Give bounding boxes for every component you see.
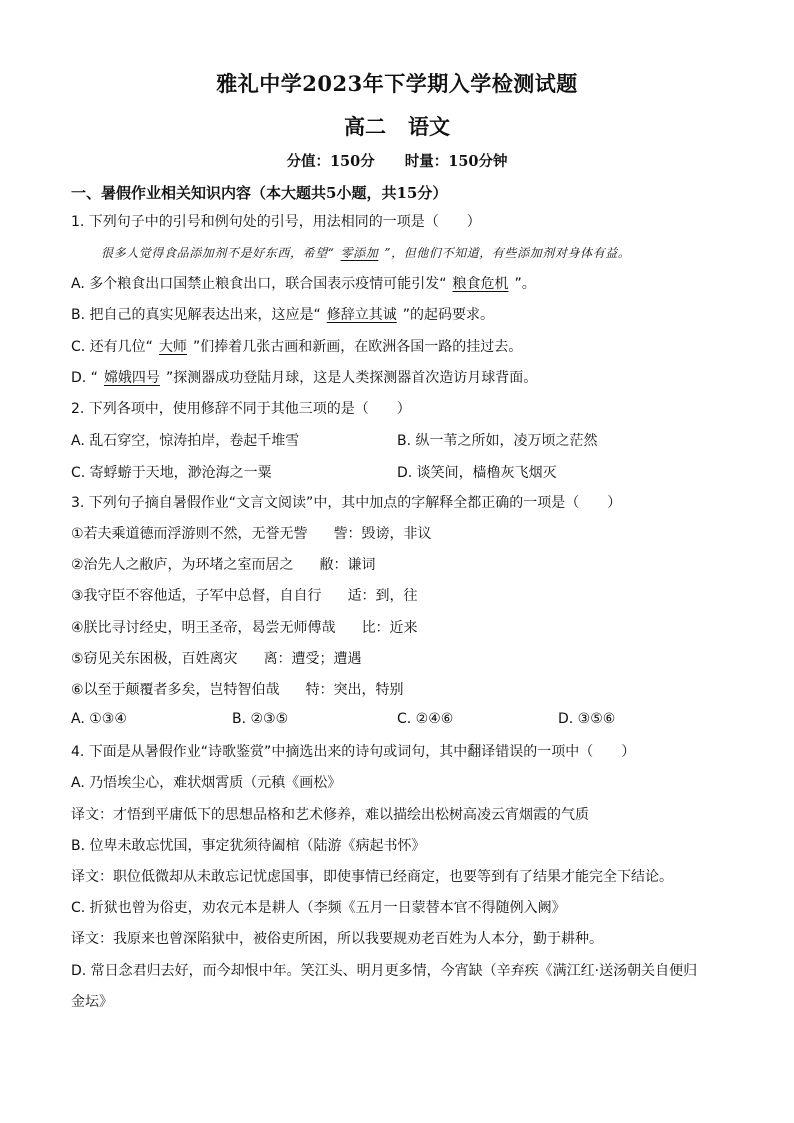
question-3-item: ④朕比寻讨经史，明王圣帝，曷尝无师傅哉 比：近来 <box>71 620 418 636</box>
question-4-translation-a: 译文：才悟到平庸低下的思想品格和艺术修养，难以描绘出松树高凌云宵烟霞的气质 <box>71 807 589 823</box>
grade-label: 高二 <box>344 114 386 139</box>
exam-info <box>0 150 794 171</box>
question-3-item: ①若夫乘道德而浮游则不然，无誉无訾 訾：毁谤，非议 <box>71 526 432 542</box>
question-3-item: ②治先人之敝庐，为环堵之室而居之 敝：谦词 <box>71 557 376 573</box>
exam-subtitle <box>0 111 794 141</box>
question-1-option-c[interactable]: C. 还有几位“ 大师 ”们捧着几张古画和新画，在欧洲各国一路的挂过去。 <box>71 339 523 355</box>
question-4-option-b[interactable]: B. 位卑未敢忘忧国，事定犹须待阖棺（陆游《病起书怀》 <box>71 838 426 854</box>
question-2-stem: 2. 下列各项中，使用修辞不同于其他三项的是（ ） <box>71 401 411 417</box>
question-3-item: ③我守臣不容他适，子军中总督，自自行 适：到，往 <box>71 588 418 604</box>
question-3-option-a[interactable]: A. ①③④ <box>71 711 127 727</box>
question-4-option-d[interactable]: D. 常日念君归去好，而今却恨中年。笑江头、明月更多情，今宵缺（辛弃疾《满江红·送汤朝关自便归 <box>71 963 698 979</box>
question-3-option-b[interactable]: B. ②③⑤ <box>232 711 289 727</box>
score-label: 分值：150分 <box>286 153 375 170</box>
question-1-option-a[interactable]: A. 多个粮食出口国禁止粮食出口，联合国表示疫情可能引发“ 粮食危机 ”。 <box>71 276 536 292</box>
subject-label: 语文 <box>408 114 450 139</box>
question-3-option-c[interactable]: C. ②④⑥ <box>397 711 454 727</box>
question-3-item: ⑥以至于颠覆者多矣，岂特智伯哉 特：突出，特别 <box>71 682 404 698</box>
question-4-option-a[interactable]: A. 乃悟埃尘心，难状烟霄质（元稹《画松》 <box>71 775 342 791</box>
question-2-option-a[interactable]: A. 乱石穿空，惊涛拍岸，卷起千堆雪 <box>71 433 300 449</box>
section-heading: 一、暑假作业相关知识内容（本大题共5小题，共15分） <box>71 184 448 202</box>
question-4-translation-c: 译文：我原来也曾深陷狱中，被俗吏所困，所以我要规劝老百姓为人本分，勤于耕种。 <box>71 931 603 947</box>
question-3-option-d[interactable]: D. ③⑤⑥ <box>558 711 616 727</box>
question-4-option-d-continued: 金坛》 <box>71 994 113 1010</box>
question-2-option-d[interactable]: D. 谈笑间，樯橹灰飞烟灭 <box>397 465 557 481</box>
question-2-option-c[interactable]: C. 寄蜉蝣于天地，渺沧海之一粟 <box>71 465 272 481</box>
exam-title: 雅礼中学2023年下学期入学检测试题 <box>216 71 578 96</box>
question-3-stem: 3. 下列句子摘自暑假作业“文言文阅读”中，其中加点的字解释全都正确的一项是（ ） <box>71 495 622 511</box>
question-1-example: 很多人觉得食品添加剂不是好东西，希望“ 零添加 ”，但他们不知道，有些添加剂对身体有益。 <box>101 246 631 260</box>
time-label: 时量：150分钟 <box>404 153 508 170</box>
question-1-option-b[interactable]: B. 把自己的真实见解表达出来，这应是“ 修辞立其诚 ”的起码要求。 <box>71 307 495 323</box>
question-1-stem: 1. 下列句子中的引号和例句处的引号，用法相同的一项是（ ） <box>71 214 481 230</box>
question-2-option-b[interactable]: B. 纵一苇之所如，凌万顷之茫然 <box>397 433 598 449</box>
question-4-translation-b: 译文：职位低微却从未敢忘记忧虑国事，即使事情已经商定，也要等到有了结果才能完全下结论。 <box>71 869 673 885</box>
question-3-item: ⑤窃见关东困极，百姓离灾 离：遭受；遭遇 <box>71 651 362 667</box>
question-4-option-c[interactable]: C. 折狱也曾为俗吏，劝农元本是耕人（李频《五月一日蒙替本官不得随例入阙》 <box>71 900 566 916</box>
question-1-option-d[interactable]: D. “ 嫦娥四号 ”探测器成功登陆月球，这是人类探测器首次造访月球背面。 <box>71 370 538 386</box>
question-4-stem: 4. 下面是从暑假作业“诗歌鉴赏”中摘选出来的诗句或词句，其中翻译错误的一项中（ ） <box>71 744 636 760</box>
